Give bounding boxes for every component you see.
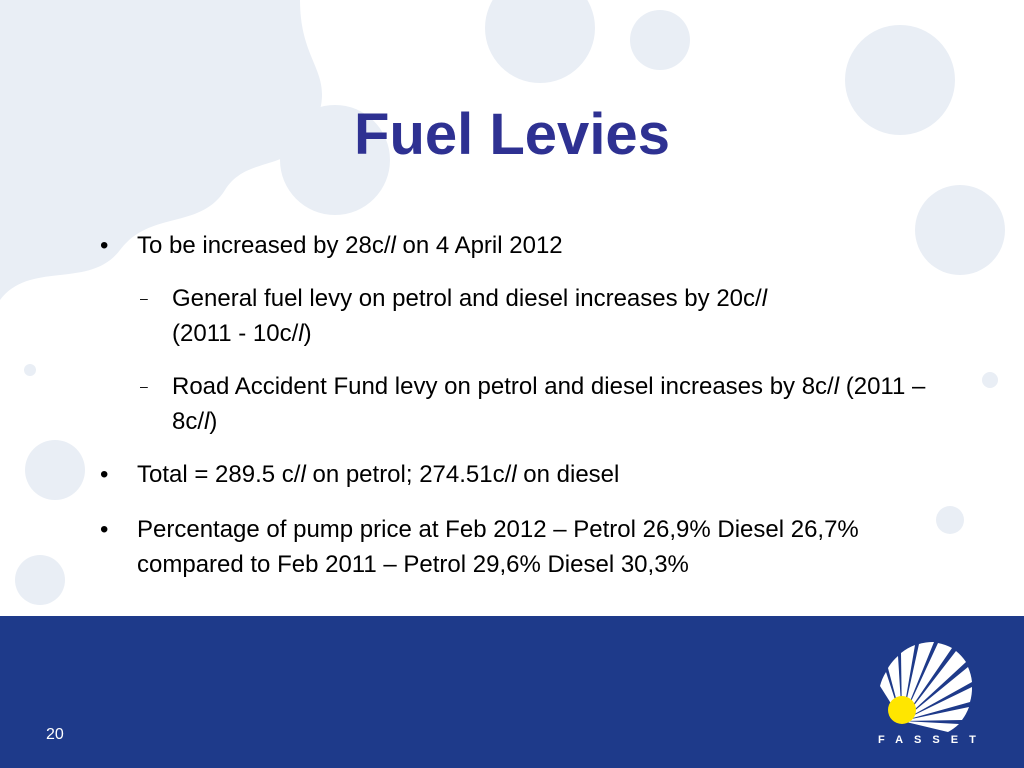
sub-bullet-text: ) xyxy=(209,408,218,435)
sub-bullet-text: ) xyxy=(303,320,312,347)
litre-symbol: l xyxy=(390,232,396,259)
bullet-text: on petrol; 274.51c/ xyxy=(305,461,512,488)
litre-symbol: l xyxy=(298,320,304,347)
litre-symbol: l xyxy=(300,461,306,488)
sub-bullet-general-fuel-levy xyxy=(100,281,930,351)
bullet-text: on diesel xyxy=(516,461,620,488)
bullet-text: To be increased by 28c/ xyxy=(137,232,391,259)
sub-bullet-marker: – xyxy=(140,290,148,306)
sub-bullet-text: (2011 - 10c/ xyxy=(172,320,299,347)
litre-symbol: l xyxy=(833,373,840,400)
bullet-text: on 4 April 2012 xyxy=(395,232,563,259)
bullet-list xyxy=(100,228,930,582)
footer-bar xyxy=(0,616,1024,768)
bullet-item-percentage xyxy=(100,512,917,582)
bullet-item-total xyxy=(100,457,930,492)
bullet-marker: • xyxy=(100,232,109,259)
bullet-text: Percentage of pump price at Feb 2012 – Petrol 26,9% Diesel 26,7% compared to Feb 2011 – Petrol 29,6% Diesel 30,3% xyxy=(137,516,859,578)
bullet-text: Total = 289.5 c/ xyxy=(137,461,301,488)
slide-title: Fuel Levies xyxy=(354,102,670,167)
bullet-marker: • xyxy=(100,516,109,543)
sub-bullet-marker: – xyxy=(140,378,148,394)
litre-symbol: l xyxy=(511,461,517,488)
sub-bullet-text: (2011 – 8c/ xyxy=(172,373,926,435)
bullet-item-increase xyxy=(100,228,930,263)
litre-symbol: l xyxy=(204,408,210,435)
litre-symbol: l xyxy=(761,285,768,312)
bullet-marker: • xyxy=(100,461,109,488)
sub-bullet-text: Road Accident Fund levy on petrol and diesel increases by 8c/ xyxy=(172,373,834,400)
logo-wordmark: FASSET xyxy=(878,734,987,746)
sub-bullet-raf-levy xyxy=(100,369,930,439)
sub-bullet-text: General fuel levy on petrol and diesel increases by 20c/ xyxy=(172,285,762,312)
page-number: 20 xyxy=(46,726,64,743)
